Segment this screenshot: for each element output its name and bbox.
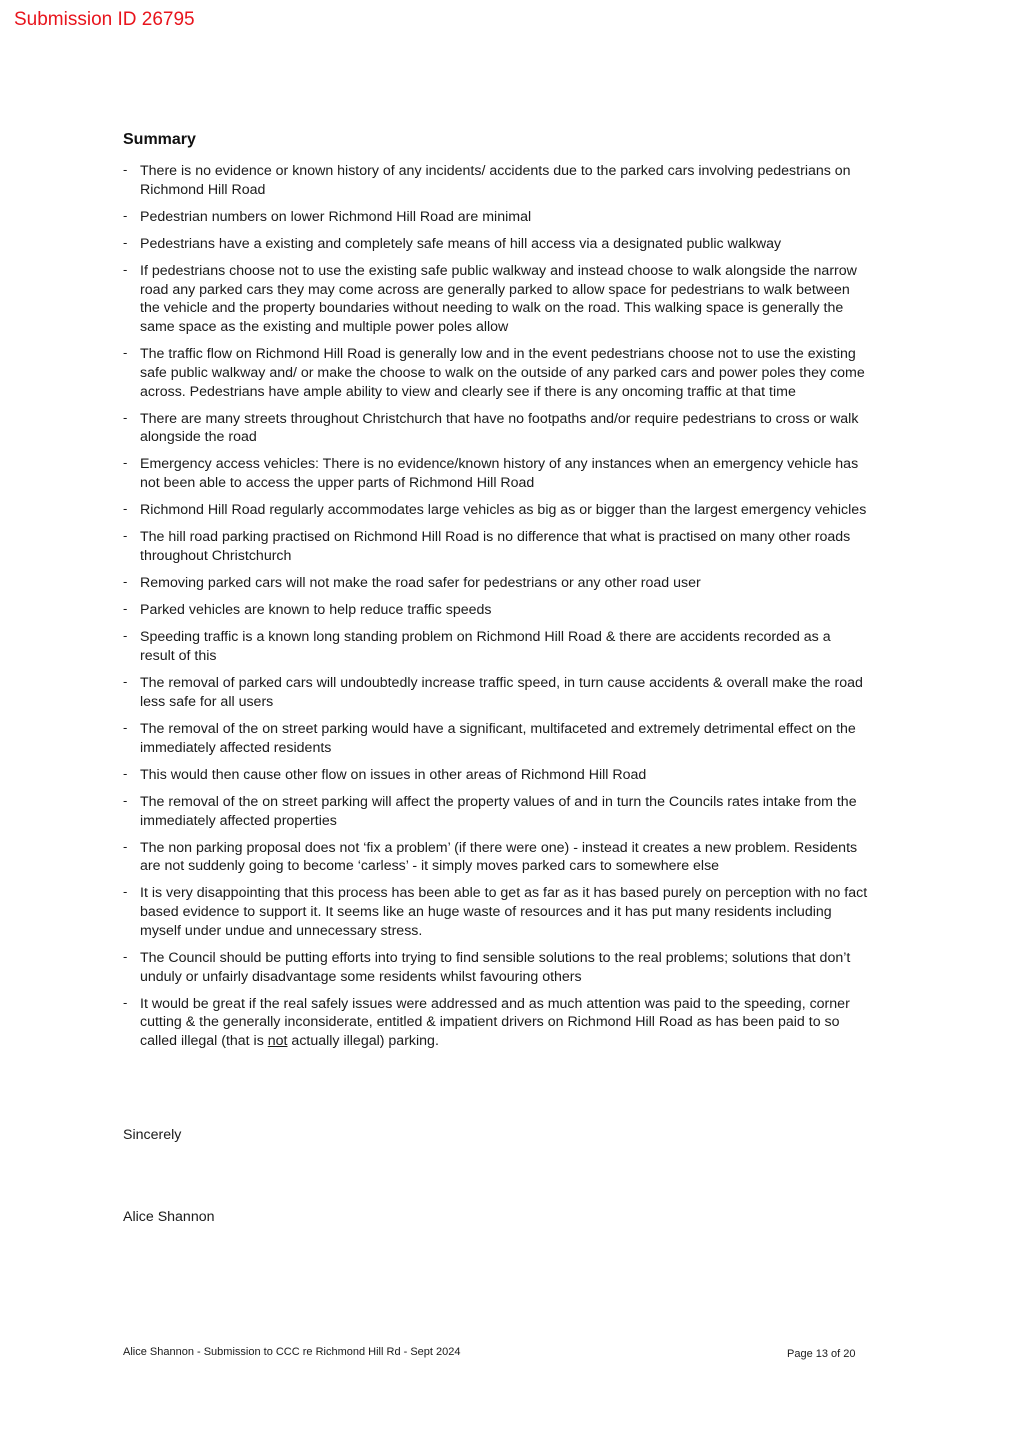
bullet-text: Richmond Hill Road regularly accommodates large vehicles as big as or bigger than the largest emergency vehicles: [140, 502, 867, 519]
bullet-item: [123, 162, 868, 199]
bullet-text: The hill road parking practised on Richmond Hill Road is no difference that what is practised on many other roads throughout Christchurch: [140, 529, 851, 565]
summary-heading: Summary: [123, 131, 196, 148]
bullet-dash: -: [123, 994, 128, 1010]
bullet-dash: -: [123, 528, 128, 544]
bullet-dash: -: [123, 501, 128, 517]
footer-document-title: Alice Shannon - Submission to CCC re Richmond Hill Rd - Sept 2024: [123, 1346, 461, 1358]
bullet-item: [123, 455, 868, 492]
bullet-text: This would then cause other flow on issues in other areas of Richmond Hill Road: [140, 766, 647, 783]
bullet-text: There are many streets throughout Christchurch that have no footpaths and/or require pedestrians to cross or walk alongside the road: [140, 410, 859, 446]
bullet-item: [123, 674, 868, 711]
bullet-item: [123, 501, 868, 520]
bullet-dash: -: [123, 792, 128, 808]
bullet-text: Pedestrian numbers on lower Richmond Hill Road are minimal: [140, 208, 532, 225]
bullet-text: The removal of the on street parking would have a significant, multifaceted and extremely detrimental effect on the immediately affected residents: [140, 720, 856, 756]
bullet-dash: -: [123, 574, 128, 590]
underlined-word: not: [267, 1033, 288, 1050]
bullet-dash: -: [123, 162, 128, 177]
bullet-text: The removal of parked cars will undoubtedly increase traffic speed, in turn cause accidents & overall make the road less safe for all users: [140, 675, 863, 710]
submission-id-label: Submission ID 26795: [14, 9, 195, 30]
bullet-dash: -: [123, 719, 128, 735]
bullet-item: [123, 793, 868, 830]
bullet-dash: -: [123, 455, 128, 471]
bullet-text: If pedestrians choose not to use the existing safe public walkway and instead choose to walk alongside the narrow road any parked cars they may come across are generally parked to allow space for pedestrians to walk between the vehicle and the property boundaries without needing to walk on the road. This walking space is generally the same space as the existing and multiple power poles allow: [140, 262, 857, 336]
bullet-dash: -: [123, 601, 128, 617]
bullet-item: [123, 884, 868, 940]
bullet-item: [123, 345, 868, 401]
bullet-dash: -: [123, 207, 128, 223]
bullet-dash: -: [123, 765, 128, 781]
bullet-item: [123, 410, 868, 447]
footer-page-number: Page 13 of 20: [787, 1348, 856, 1360]
bullet-text: It is very disappointing that this process has been able to get as far as it has based purely on perception with no fact based evidence to support it. It seems like an huge waste of resources and it has put many residents including myself under undue and unnecessary stress.: [140, 885, 868, 939]
bullet-dash: -: [123, 628, 128, 644]
bullet-text: The Council should be putting efforts into trying to find sensible solutions to the real problems; solutions that don’t unduly or unfairly disadvantage some residents whilst favouring others: [140, 949, 851, 985]
bullet-item: [123, 601, 868, 620]
bullet-dash: -: [123, 674, 128, 690]
bullet-text: Removing parked cars will not make the road safer for pedestrians or any other road user: [140, 575, 701, 592]
bullet-dash: -: [123, 345, 128, 361]
bullet-text: The removal of the on street parking will affect the property values of and in turn the Councils rates intake from the immediately affected properties: [140, 793, 857, 829]
bullet-item: [123, 262, 868, 337]
bullet-dash: -: [123, 234, 128, 250]
bullet-dash: -: [123, 948, 128, 964]
bullet-text: Parked vehicles are known to help reduce traffic speeds: [140, 602, 492, 619]
bullet-item: [123, 208, 868, 227]
author-name: Alice Shannon: [123, 1209, 215, 1225]
bullet-item: [123, 949, 868, 986]
bullet-item: [123, 628, 868, 665]
summary-bullet-list: [123, 162, 868, 1059]
sign-off: Sincerely: [123, 1127, 182, 1143]
bullet-text: There is no evidence or known history of any incidents/ accidents due to the parked cars involving pedestrians on Richmond Hill Road: [140, 163, 851, 198]
bullet-text-after: actually illegal) parking.: [287, 1033, 439, 1050]
bullet-text-before: It would be great if the real safely issues were addressed and as much attention was paid to the speeding, corner cutting & the generally inconsiderate, entitled & impatient drivers on Richmond Hill Road as has been paid to so called illegal (that is: [140, 995, 850, 1050]
bullet-dash: -: [123, 409, 128, 425]
bullet-text: The non parking proposal does not ‘fix a problem’ (if there were one) - instead it creates a new problem. Residents are not suddenly going to become ‘carless’ - it simply moves parked cars to somewhere else: [140, 839, 858, 875]
bullet-text: The traffic flow on Richmond Hill Road is generally low and in the event pedestrians choose not to use the existing safe public walkway and/ or make the choose to walk on the outside of any parked cars and power poles they come across. Pedestrians have ample ability to view and clearly see if there is any oncoming traffic at that time: [140, 346, 865, 400]
bullet-text: Pedestrians have a existing and completely safe means of hill access via a designated public walkway: [140, 235, 782, 252]
bullet-text: Speeding traffic is a known long standing problem on Richmond Hill Road & there are accidents recorded as a result of this: [140, 629, 831, 665]
bullet-item: [123, 574, 868, 593]
bullet-item: [123, 766, 868, 785]
bullet-item-last: [123, 995, 868, 1051]
bullet-item: [123, 235, 868, 254]
bullet-dash: -: [123, 838, 128, 854]
bullet-dash: -: [123, 884, 128, 900]
bullet-item: [123, 528, 868, 565]
bullet-dash: -: [123, 261, 128, 277]
bullet-item: [123, 720, 868, 757]
bullet-item: [123, 839, 868, 876]
bullet-text: Emergency access vehicles: There is no evidence/known history of any instances when an emergency vehicle has not been able to access the upper parts of Richmond Hill Road: [140, 456, 859, 492]
